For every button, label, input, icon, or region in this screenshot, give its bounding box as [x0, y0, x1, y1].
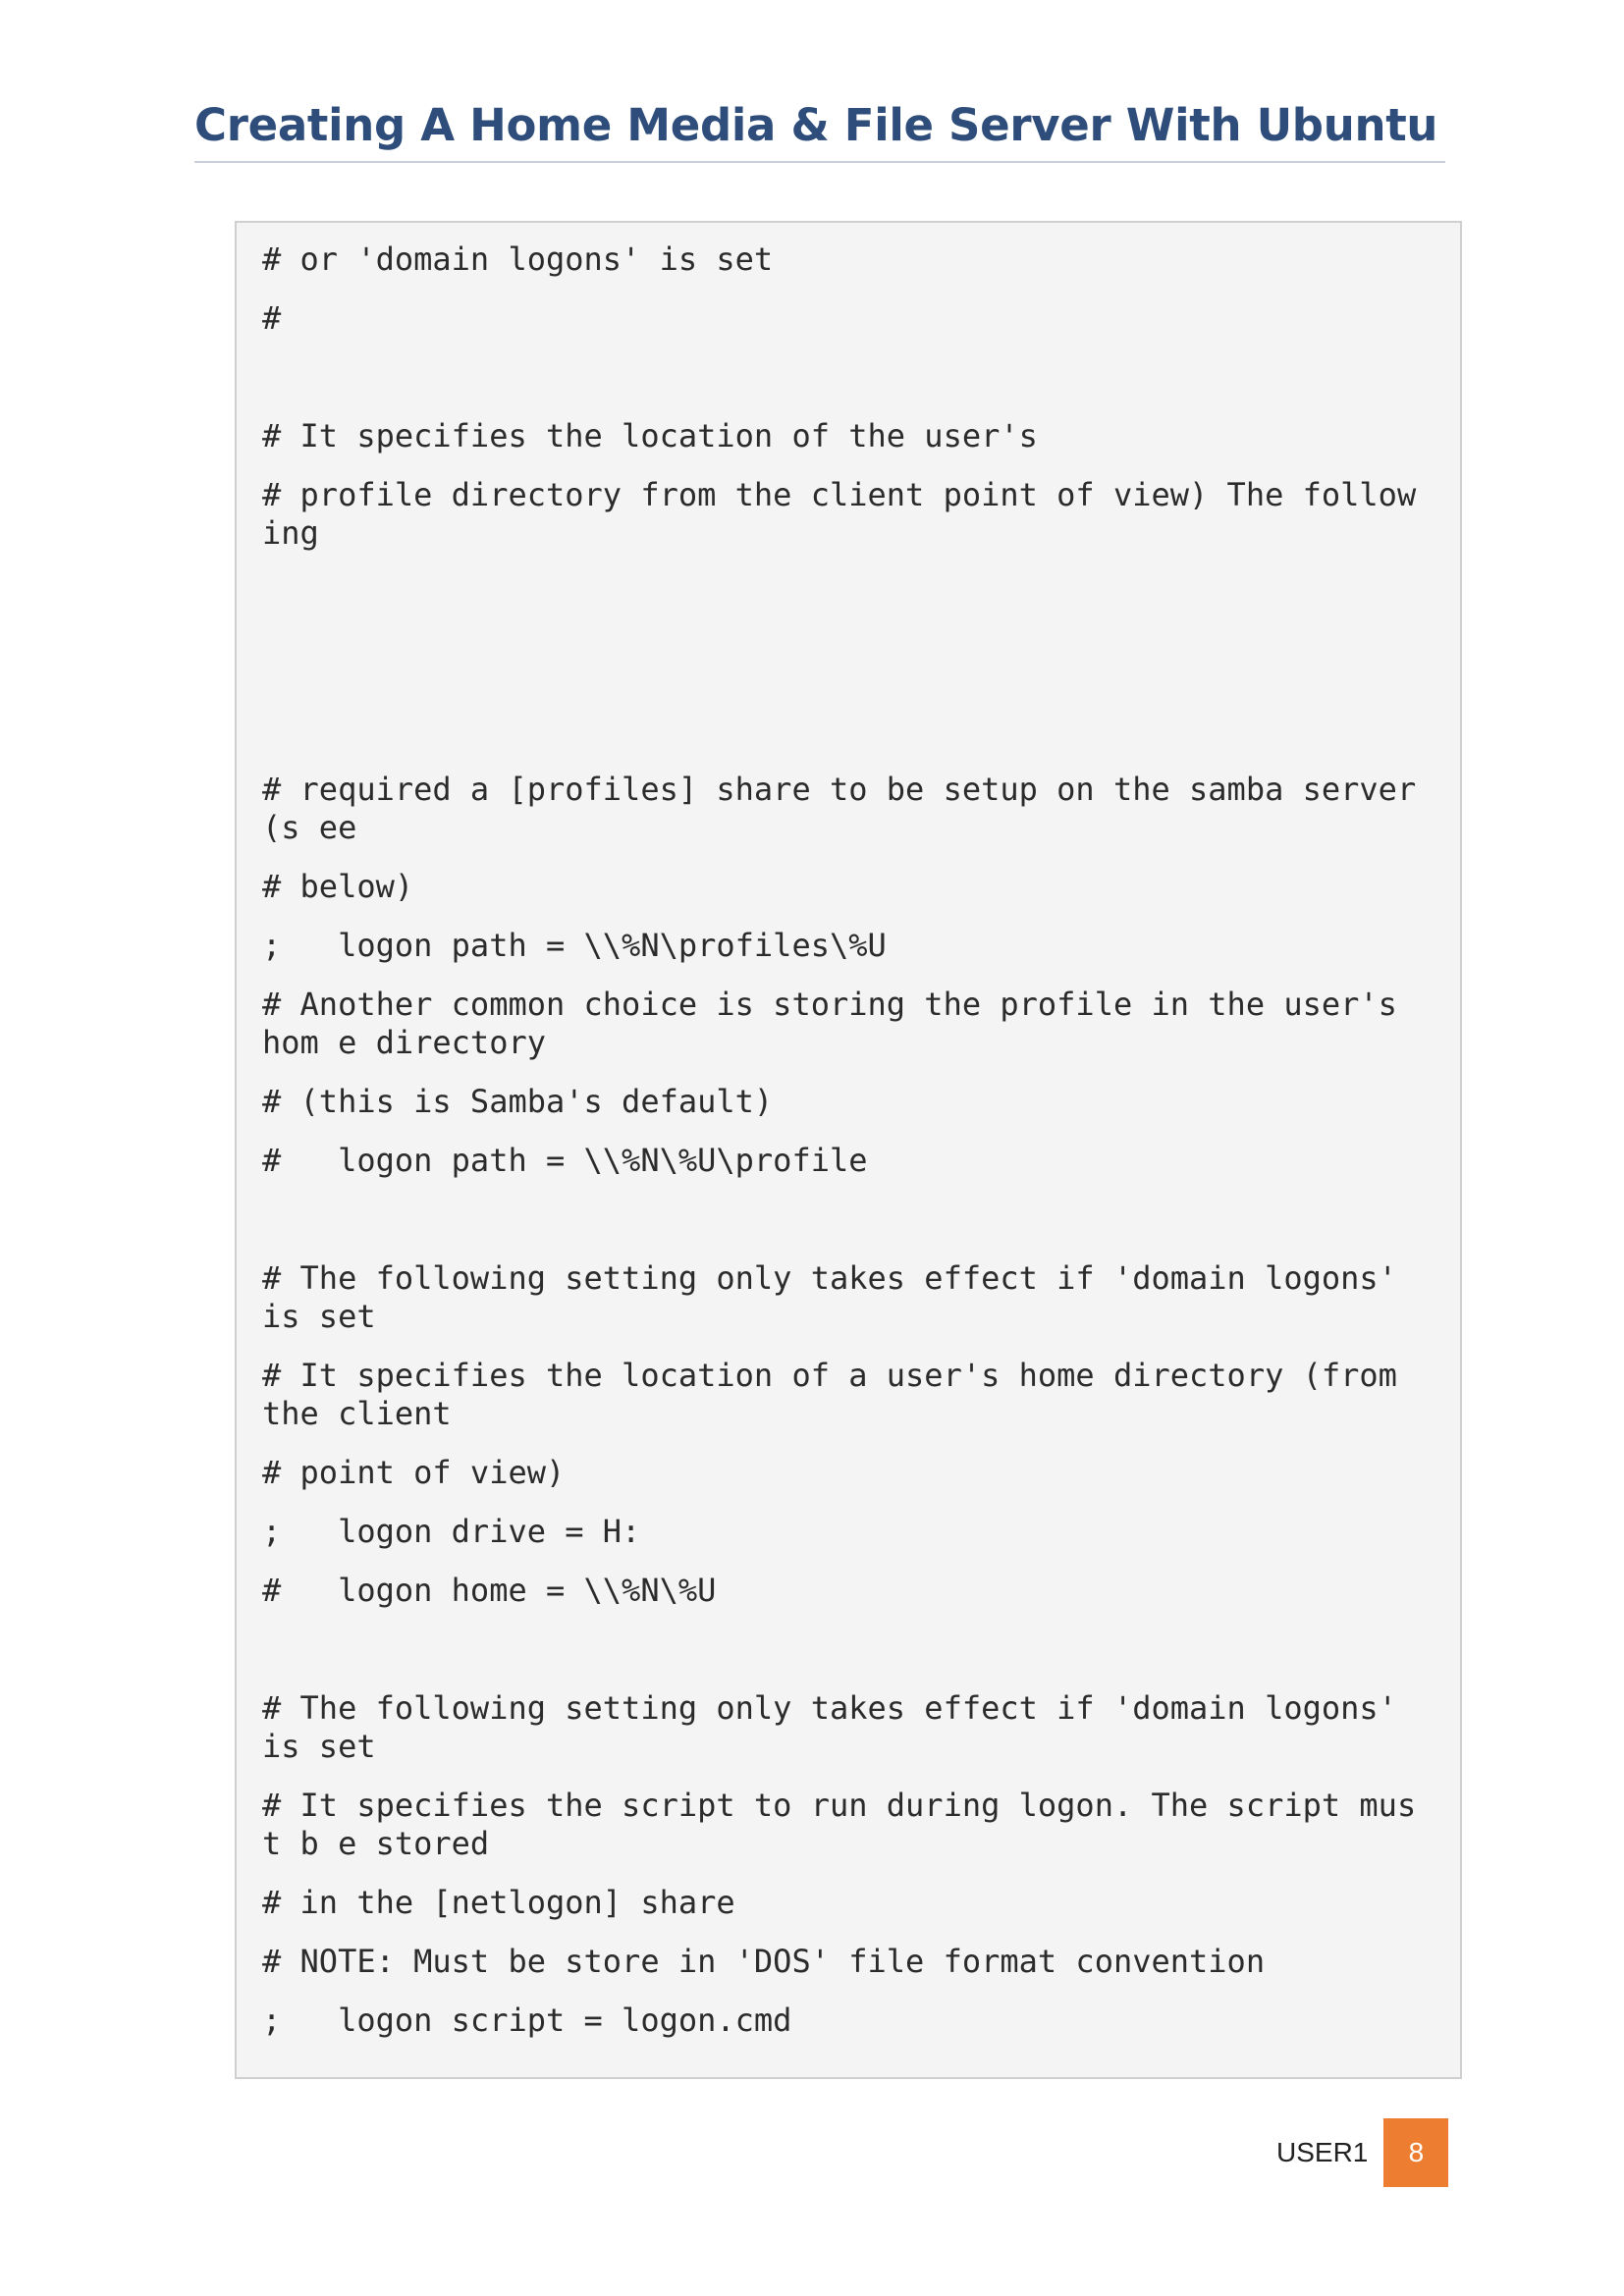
- code-line: # It specifies the location of the user's: [262, 417, 1038, 454]
- code-blank-line: [262, 1201, 1423, 1239]
- code-block: [235, 221, 1462, 2079]
- code-blank-line: [262, 573, 1423, 750]
- code-line: # It specifies the location of a user's home directory (from the client: [262, 1357, 1417, 1432]
- footer-author: USER1: [1276, 2137, 1369, 2167]
- code-blank-line: [262, 1630, 1423, 1669]
- code-line: # or 'domain logons' is set: [262, 240, 774, 278]
- code-line: ; logon script = logon.cmd: [262, 2002, 792, 2039]
- page-number-badge: 8: [1383, 2118, 1448, 2187]
- code-line: # Another common choice is storing the profile in the user's hom e directory: [262, 986, 1417, 1061]
- code-line: # profile directory from the client point of view) The following: [262, 476, 1417, 552]
- code-line: # point of view): [262, 1454, 566, 1491]
- code-line: # logon path = \\%N\%U\profile: [262, 1142, 868, 1179]
- code-line: # The following setting only takes effect if 'domain logons' is set: [262, 1259, 1417, 1335]
- code-line: # below): [262, 868, 414, 905]
- code-line: # required a [profiles] share to be setup on the samba server (s ee: [262, 771, 1435, 846]
- code-blank-line: [262, 358, 1423, 397]
- code-line: # (this is Samba's default): [262, 1083, 774, 1120]
- code-line: # NOTE: Must be store in 'DOS' file format convention: [262, 1943, 1266, 1980]
- code-line: #: [262, 299, 282, 337]
- page-footer: [1276, 2118, 1448, 2187]
- code-line: # logon home = \\%N\%U: [262, 1572, 717, 1609]
- code-line: ; logon drive = H:: [262, 1513, 641, 1550]
- code-line: # The following setting only takes effect if 'domain logons' is set: [262, 1689, 1417, 1765]
- page-header: [194, 94, 1445, 157]
- page-title: Creating A Home Media & File Server With Ubuntu: [194, 99, 1438, 151]
- code-line: # in the [netlogon] share: [262, 1884, 735, 1921]
- title-divider: [194, 161, 1445, 163]
- code-line: # It specifies the script to run during logon. The script must b e stored: [262, 1787, 1417, 1862]
- code-line: ; logon path = \\%N\profiles\%U: [262, 927, 887, 964]
